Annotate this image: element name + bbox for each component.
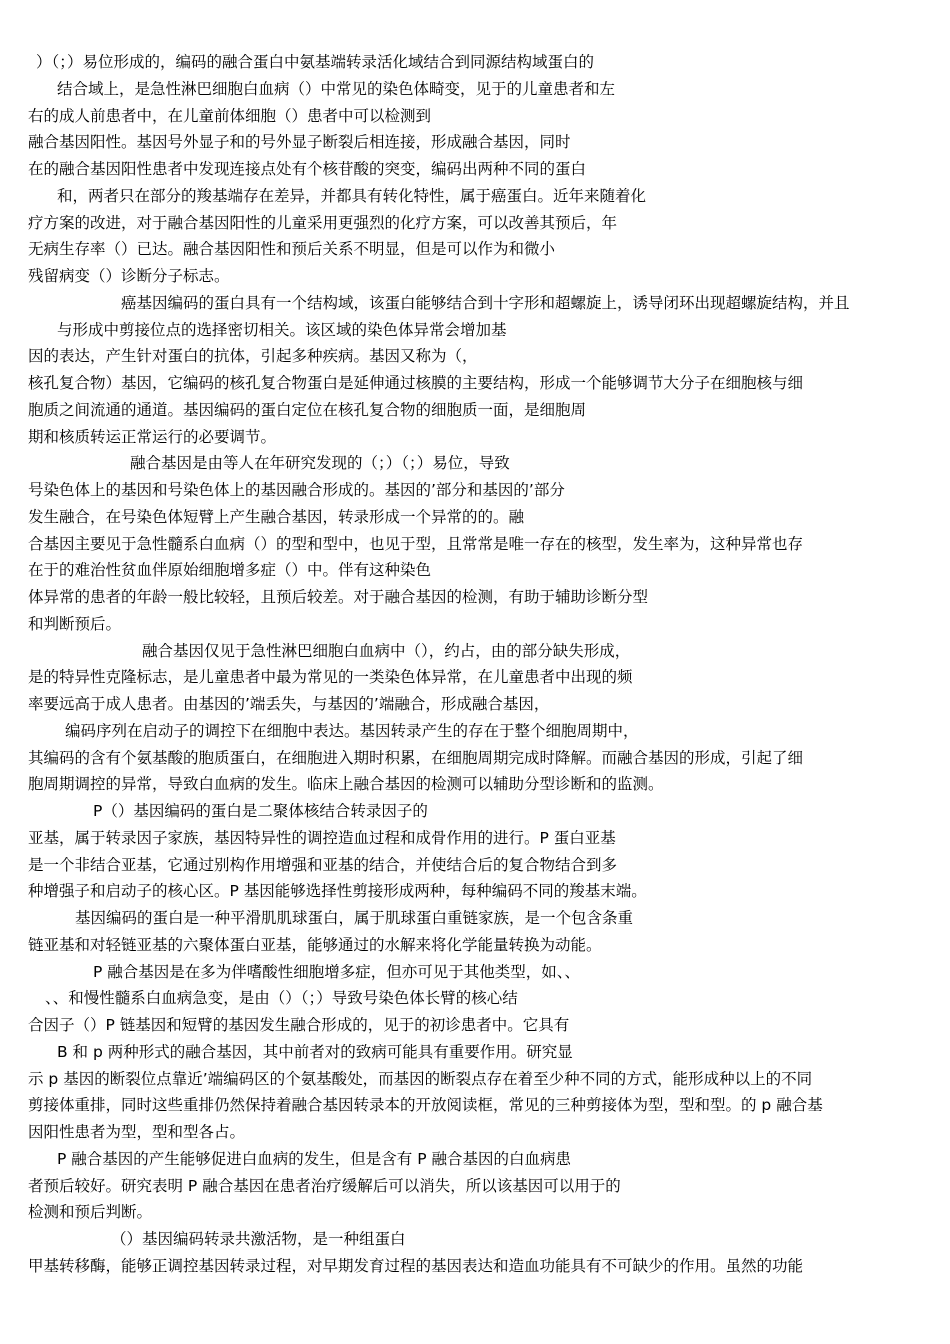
- text-line: 合基因主要见于急性髓系白血病（）的型和型中，也见于型，且常常是唯一存在的核型，发生率为，这种异常也存: [28, 534, 804, 553]
- text-line: 亚基，属于转录因子家族，基因特异性的调控造血过程和成骨作用的进行。P 蛋白亚基: [28, 828, 616, 847]
- text-line: 无病生存率（）已达。融合基因阳性和预后关系不明显，但是可以作为和微小: [28, 240, 556, 259]
- text-line: 在的融合基因阳性患者中发现连接点处有个核苷酸的突变，编码出两种不同的蛋白: [28, 160, 587, 178]
- text-line: （）基因编码转录共激活物，是一种组蛋白: [111, 1230, 406, 1248]
- text-line: 因的表达，产生针对蛋白的抗体，引起多种疾病。基因又称为（，: [28, 347, 478, 366]
- text-line: 发生融合，在号染色体短臂上产生融合基因，转录形成一个异常的的。融: [28, 507, 525, 526]
- text-line: 残留病变（）诊断分子标志。: [28, 267, 230, 285]
- text-line: 、、和慢性髓系白血病急变，是由（）（；）导致号染色体长臂的核心结: [45, 989, 518, 1008]
- text-line: 是一个非结合亚基，它通过别构作用增强和亚基的结合，并使结合后的复合物结合到多: [28, 855, 618, 874]
- text-line: 核孔复合物）基因，它编码的核孔复合物蛋白是延伸通过核膜的主要结构，形成一个能够调节大分子在细胞核与细: [28, 374, 804, 392]
- text-line: 结合域上，是急性淋巴细胞白血病（）中常见的染色体畸变，见于的儿童患者和左: [57, 79, 616, 98]
- text-line: ）（；）易位形成的，编码的融合蛋白中氨基端转录活化域结合到同源结构域蛋白的: [36, 53, 595, 71]
- text-line: 融合基因仅见于急性淋巴细胞白血病中（），约占，由的部分缺失形成，: [142, 641, 631, 660]
- text-line: 链亚基和对轻链亚基的六聚体蛋白亚基，能够通过的水解来将化学能量转换为动能。: [28, 935, 602, 954]
- text-line: 融合基因是由等人在年研究发现的（；）（；）易位，导致: [130, 454, 510, 473]
- text-line: 和，两者只在部分的羧基端存在差异，并都具有转化特性，属于癌蛋白。近年来随着化: [57, 186, 647, 205]
- text-line: 剪接体重排，同时这些重排仍然保持着融合基因转录本的开放阅读框，常见的三种剪接体为型，型和型。的 p 融合基: [28, 1096, 823, 1115]
- text-line: 基因编码的蛋白是一种平滑肌肌球蛋白，属于肌球蛋白重链家族，是一个包含条重: [75, 909, 634, 927]
- text-line: 与形成中剪接位点的选择密切相关。该区域的染色体异常会增加基: [57, 320, 507, 339]
- text-line: 期和核质转运正常运行的必要调节。: [28, 427, 277, 446]
- text-line: 因阳性患者为型，型和型各占。: [28, 1123, 246, 1141]
- text-line: 融合基因阳性。基因号外显子和的号外显子断裂后相连接，形成融合基因，同时: [28, 133, 571, 152]
- text-line: 是的特异性克隆标志，是儿童患者中最为常见的一类染色体异常，在儿童患者中出现的频: [28, 668, 633, 687]
- text-line: P（）基因编码的蛋白是二聚体核结合转录因子的: [93, 802, 428, 820]
- text-line: 右的成人前患者中，在儿童前体细胞（）患者中可以检测到: [28, 106, 432, 125]
- text-line: 种增强子和启动子的核心区。P 基因能够选择性剪接形成两种，每种编码不同的羧基末端。: [28, 882, 647, 901]
- text-line: 在于的难治性贫血伴原始细胞增多症（）中。伴有这种染色: [28, 561, 432, 580]
- text-line: 示 p 基因的断裂位点靠近’端编码区的个氨基酸处，而基因的断裂点存在着至少种不同的方式，能形成种以上的不同: [28, 1069, 813, 1088]
- text-line: 合因子（）P 链基因和短臂的基因发生融合形成的，见于的初诊患者中。它具有: [28, 1016, 570, 1034]
- text-line: 编码序列在启动子的调控下在细胞中表达。基因转录产生的存在于整个细胞周期中，: [65, 721, 639, 740]
- text-line: 和判断预后。: [28, 614, 122, 633]
- text-line: 检测和预后判断。: [28, 1203, 153, 1222]
- text-line: 癌基因编码的蛋白具有一个结构域，该蛋白能够结合到十字形和超螺旋上，诱导闭环出现超螺旋结构，并且: [121, 293, 850, 312]
- text-line: 体异常的患者的年龄一般比较轻，且预后较差。对于融合基因的检测，有助于辅助诊断分型: [28, 588, 649, 606]
- text-line: 胞周期调控的异常，导致白血病的发生。临床上融合基因的检测可以辅助分型诊断和的监测。: [28, 775, 664, 794]
- text-line: P 融合基因的产生能够促进白血病的发生，但是含有 P 融合基因的白血病患: [57, 1149, 571, 1168]
- text-line: 其编码的含有个氨基酸的胞质蛋白，在细胞进入期时积累，在细胞周期完成时降解。而融合基因的形成，引起了细: [28, 748, 804, 767]
- text-line: B 和 p 两种形式的融合基因，其中前者对的致病可能具有重要作用。研究显: [57, 1042, 573, 1061]
- text-line: 号染色体上的基因和号染色体上的基因融合形成的。基因的’部分和基因的’部分: [28, 481, 565, 499]
- text-line: 率要远高于成人患者。由基因的’端丢失，与基因的’端融合，形成融合基因，: [28, 695, 550, 713]
- text-line: P 融合基因是在多为伴嗜酸性细胞增多症，但亦可见于其他类型，如、、: [93, 962, 581, 981]
- text-line: 胞质之间流通的通道。基因编码的蛋白定位在核孔复合物的细胞质一面，是细胞周: [28, 400, 587, 419]
- text-line: 疗方案的改进，对于融合基因阳性的儿童采用更强烈的化疗方案，可以改善其预后，年: [28, 213, 618, 232]
- text-line: 甲基转移酶，能够正调控基因转录过程，对早期发育过程的基因表达和造血功能具有不可缺少的作用。虽然的功能: [28, 1256, 804, 1275]
- text-line: 者预后较好。研究表明 P 融合基因在患者治疗缓解后可以消失，所以该基因可以用于的: [28, 1176, 621, 1195]
